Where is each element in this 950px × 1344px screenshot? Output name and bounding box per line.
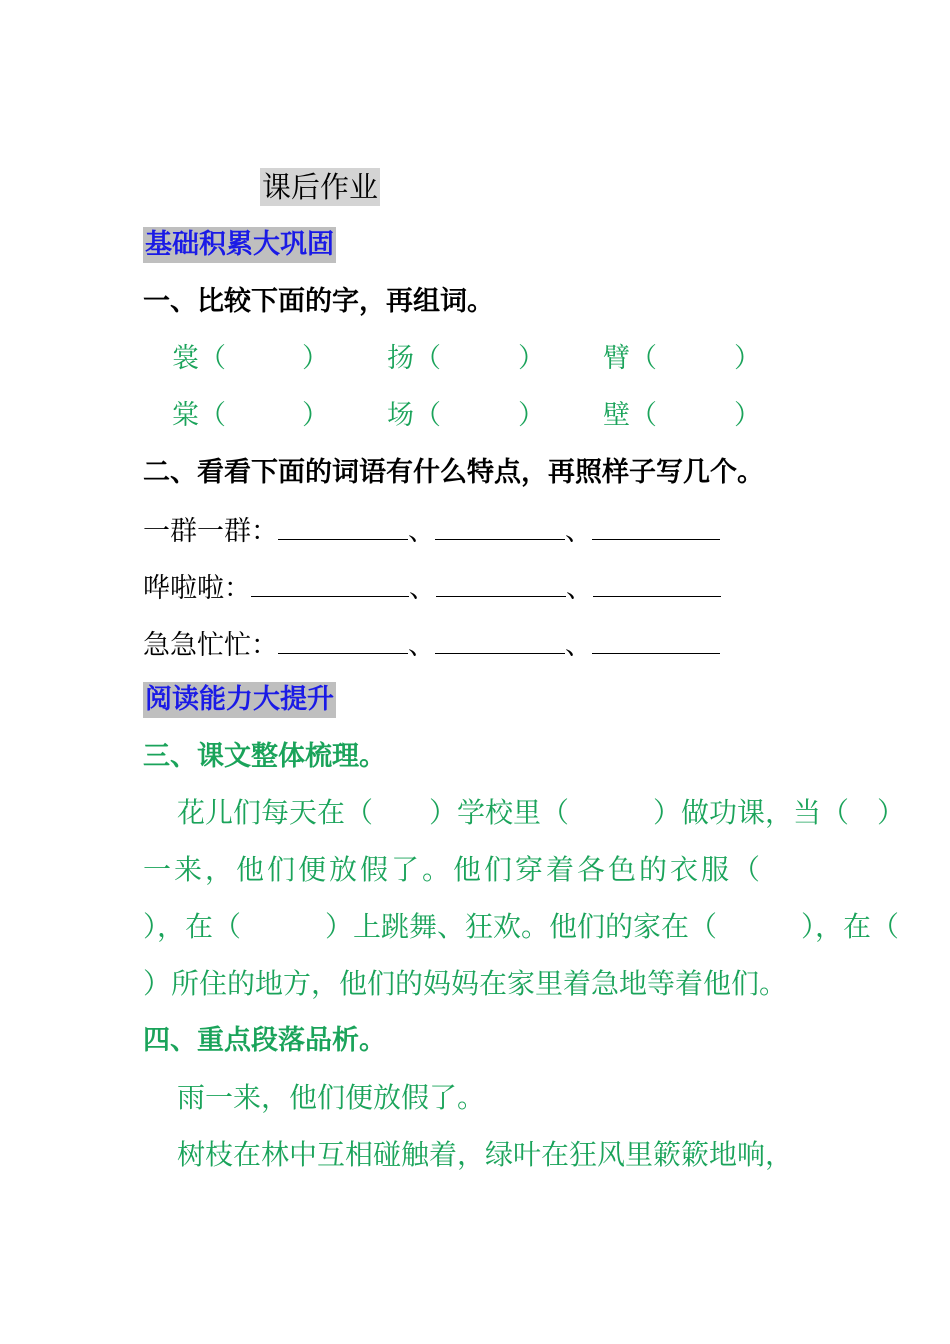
separator: 、: [565, 630, 592, 661]
answer-blank[interactable]: [592, 511, 720, 540]
char-item: 扬（: [387, 343, 441, 374]
reading-line-2: 一来，他们便放假了。他们穿着各色的衣服（: [143, 853, 764, 886]
question-2-heading: 二、看看下面的词语有什么特点，再照样子写几个。: [143, 457, 764, 488]
char-item: 棠（: [172, 400, 226, 431]
word-pattern-row-2: [143, 568, 721, 607]
char-item: 场（: [387, 400, 441, 431]
word-pattern-row-1: [143, 511, 720, 550]
answer-blank[interactable]: [593, 568, 721, 597]
char-paren: ）: [734, 400, 761, 431]
char-paren: ）: [518, 343, 545, 374]
question-1-heading: 一、比较下面的字，再组词。: [143, 286, 494, 317]
answer-blank[interactable]: [435, 511, 565, 540]
reading-line-3: ），在（ ）上跳舞、狂欢。他们的家在（ ），在（: [143, 910, 900, 943]
separator: 、: [408, 516, 435, 547]
char-compare-row-1: [0, 341, 950, 377]
char-paren: ）: [302, 400, 329, 431]
separator: 、: [409, 573, 436, 604]
reading-line-1: 花儿们每天在（ ）学校里（ ）做功课，当（ ）: [177, 796, 906, 829]
pattern-label: 一群一群：: [143, 516, 278, 547]
pattern-label: 急急忙忙：: [143, 630, 278, 661]
answer-blank[interactable]: [278, 625, 408, 654]
char-item: 臂（: [603, 343, 657, 374]
reading-line-4: ）所住的地方，他们的妈妈在家里着急地等着他们。: [143, 967, 788, 1000]
char-paren: ）: [518, 400, 545, 431]
answer-blank[interactable]: [436, 568, 566, 597]
answer-blank[interactable]: [435, 625, 565, 654]
word-pattern-row-3: [143, 625, 720, 664]
answer-blank[interactable]: [592, 625, 720, 654]
page-title: 课后作业: [262, 170, 379, 204]
answer-blank[interactable]: [251, 568, 409, 597]
char-paren: ）: [734, 343, 761, 374]
section-tag-basics: 基础积累大巩固: [143, 227, 336, 263]
passage-line-2: 树枝在林中互相碰触着，绿叶在狂风里簌簌地响，: [177, 1138, 794, 1171]
question-4-heading: 四、重点段落品析。: [143, 1025, 386, 1056]
char-item: 裳（: [172, 343, 226, 374]
separator: 、: [408, 630, 435, 661]
question-3-heading: 三、课文整体梳理。: [143, 741, 386, 772]
section-tag-reading: 阅读能力大提升: [143, 682, 336, 718]
answer-blank[interactable]: [278, 511, 408, 540]
separator: 、: [566, 573, 593, 604]
passage-line-1: 雨一来，他们便放假了。: [177, 1081, 486, 1114]
char-item: 壁（: [603, 400, 657, 431]
pattern-label: 哗啦啦：: [143, 573, 251, 604]
char-compare-row-2: [0, 398, 950, 434]
char-paren: ）: [302, 343, 329, 374]
separator: 、: [565, 516, 592, 547]
